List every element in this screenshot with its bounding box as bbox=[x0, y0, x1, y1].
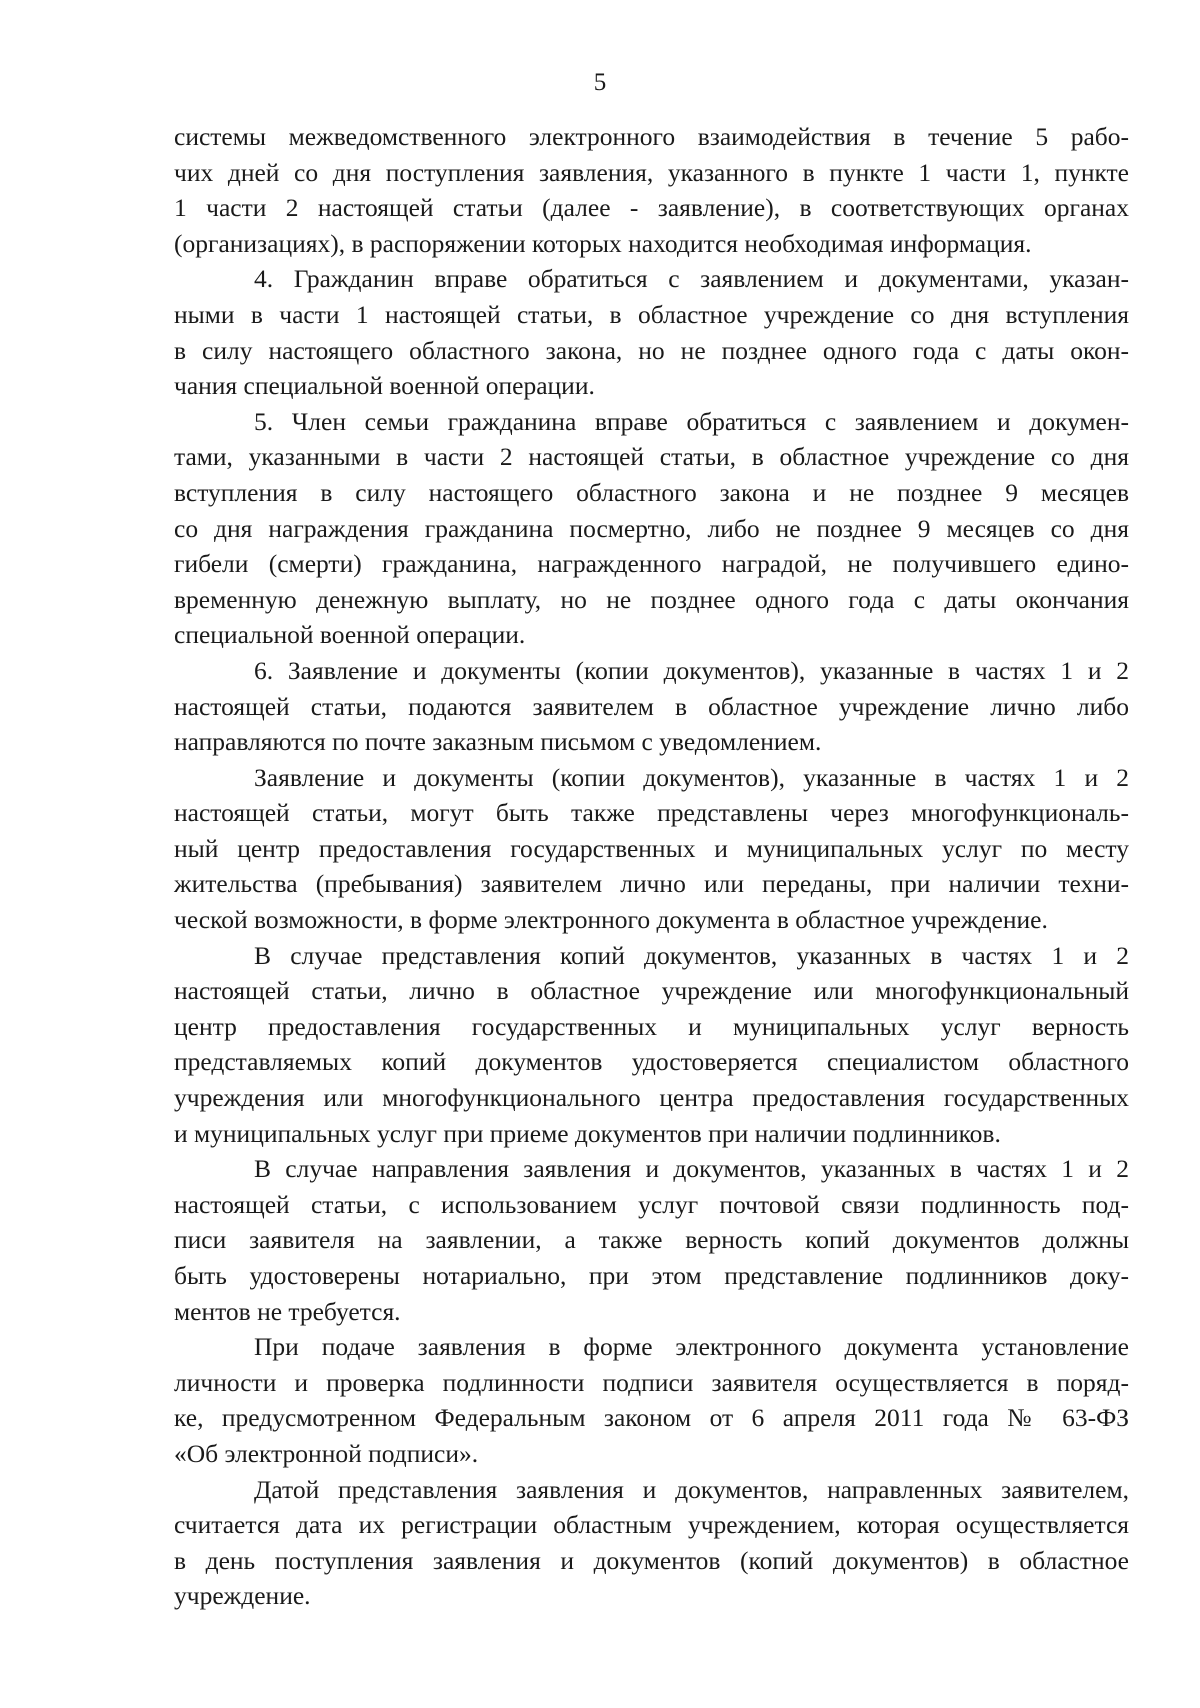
text-line: ке, предусмотренном Федеральным законом от 6 апреля 2011 года № 63-ФЗ bbox=[174, 1403, 1129, 1433]
text-line: ный центр предоставления государственных и муниципальных услуг по месту bbox=[174, 833, 1129, 863]
text-line: В случае направления заявления и документов, указанных в частях 1 и 2 bbox=[254, 1154, 1129, 1184]
text-line: со дня награждения гражданина посмертно, либо не позднее 9 месяцев со дня bbox=[174, 513, 1129, 543]
text-line: личности и проверка подлинности подписи заявителя осуществляется в поряд- bbox=[174, 1367, 1129, 1397]
page-number: 5 bbox=[593, 69, 607, 96]
text-line: ными в части 1 настоящей статьи, в областное учреждение со дня вступления bbox=[174, 299, 1129, 329]
text-line: настоящей статьи, могут быть также представлены через многофункциональ- bbox=[174, 798, 1129, 828]
text-line: «Об электронной подписи». bbox=[174, 1438, 479, 1468]
paragraph bbox=[174, 1472, 1129, 1614]
text-line: чания специальной военной операции. bbox=[174, 371, 595, 401]
text-line: учреждение. bbox=[174, 1581, 311, 1611]
text-line: учреждения или многофункционального центра предоставления государственных bbox=[174, 1083, 1129, 1113]
paragraph bbox=[174, 938, 1129, 1152]
text-line: временную денежную выплату, но не позднее одного года с даты окончания bbox=[174, 584, 1129, 614]
text-line: (организациях), в распоряжении которых находится необходимая информация. bbox=[174, 228, 1032, 258]
text-line: настоящей статьи, с использованием услуг почтовой связи подлинность под- bbox=[174, 1189, 1129, 1219]
text-line: 6. Заявление и документы (копии документов), указанные в частях 1 и 2 bbox=[254, 655, 1129, 685]
text-line: быть удостоверены нотариально, при этом представление подлинников доку- bbox=[174, 1261, 1129, 1290]
text-line: ментов не требуется. bbox=[174, 1296, 401, 1326]
text-line: писи заявителя на заявлении, а также верность копий документов должны bbox=[174, 1225, 1129, 1255]
paragraph bbox=[174, 653, 1129, 760]
text-line: гибели (смерти) гражданина, награжденного наградой, не получившего едино- bbox=[174, 549, 1129, 579]
text-line: специальной военной операции. bbox=[174, 620, 526, 650]
text-line: представляемых копий документов удостоверяется специалистом областного bbox=[174, 1047, 1129, 1077]
text-line: В случае представления копий документов, указанных в частях 1 и 2 bbox=[254, 940, 1129, 970]
text-line: и муниципальных услуг при приеме документов при наличии подлинников. bbox=[174, 1118, 1001, 1148]
paragraph bbox=[174, 1329, 1129, 1471]
text-line: 4. Гражданин вправе обратиться с заявлением и документами, указан- bbox=[254, 264, 1129, 294]
text-line: При подаче заявления в форме электронного документа установление bbox=[254, 1332, 1129, 1362]
paragraph bbox=[174, 760, 1129, 938]
paragraph bbox=[174, 1151, 1129, 1329]
text-line: ческой возможности, в форме электронного документа в областное учреждение. bbox=[174, 905, 1048, 935]
text-line: считается дата их регистрации областным учреждением, которая осуществляется bbox=[174, 1510, 1129, 1540]
text-line: жительства (пребывания) заявителем лично или переданы, при наличии техни- bbox=[174, 869, 1129, 899]
text-line: настоящей статьи, лично в областное учреждение или многофункциональный bbox=[174, 976, 1129, 1006]
text-line: центр предоставления государственных и муниципальных услуг верность bbox=[174, 1011, 1129, 1041]
paragraph bbox=[174, 404, 1129, 653]
text-line: направляются по почте заказным письмом с уведомлением. bbox=[174, 727, 822, 757]
text-line: настоящей статьи, подаются заявителем в областное учреждение лично либо bbox=[174, 691, 1129, 721]
text-line: в день поступления заявления и документов (копий документов) в областное bbox=[174, 1545, 1129, 1575]
text-line: чих дней со дня поступления заявления, указанного в пункте 1 части 1, пункте bbox=[174, 157, 1129, 187]
text-line: 5. Член семьи гражданина вправе обратиться с заявлением и докумен- bbox=[254, 406, 1129, 436]
text-line: Заявление и документы (копии документов), указанные в частях 1 и 2 bbox=[254, 762, 1129, 792]
text-line: системы межведомственного электронного взаимодействия в течение 5 рабо- bbox=[174, 122, 1129, 151]
paragraph bbox=[174, 119, 1129, 261]
text-line: 1 части 2 настоящей статьи (далее - заявление), в соответствующих органах bbox=[174, 193, 1129, 223]
text-line: тами, указанными в части 2 настоящей статьи, в областное учреждение со дня bbox=[174, 442, 1129, 472]
text-line: вступления в силу настоящего областного закона и не позднее 9 месяцев bbox=[174, 477, 1129, 507]
text-line: Датой представления заявления и документов, направленных заявителем, bbox=[254, 1474, 1129, 1504]
document-body bbox=[174, 119, 1129, 1614]
paragraph bbox=[174, 261, 1129, 403]
text-line: в силу настоящего областного закона, но не позднее одного года с даты окон- bbox=[174, 335, 1129, 365]
